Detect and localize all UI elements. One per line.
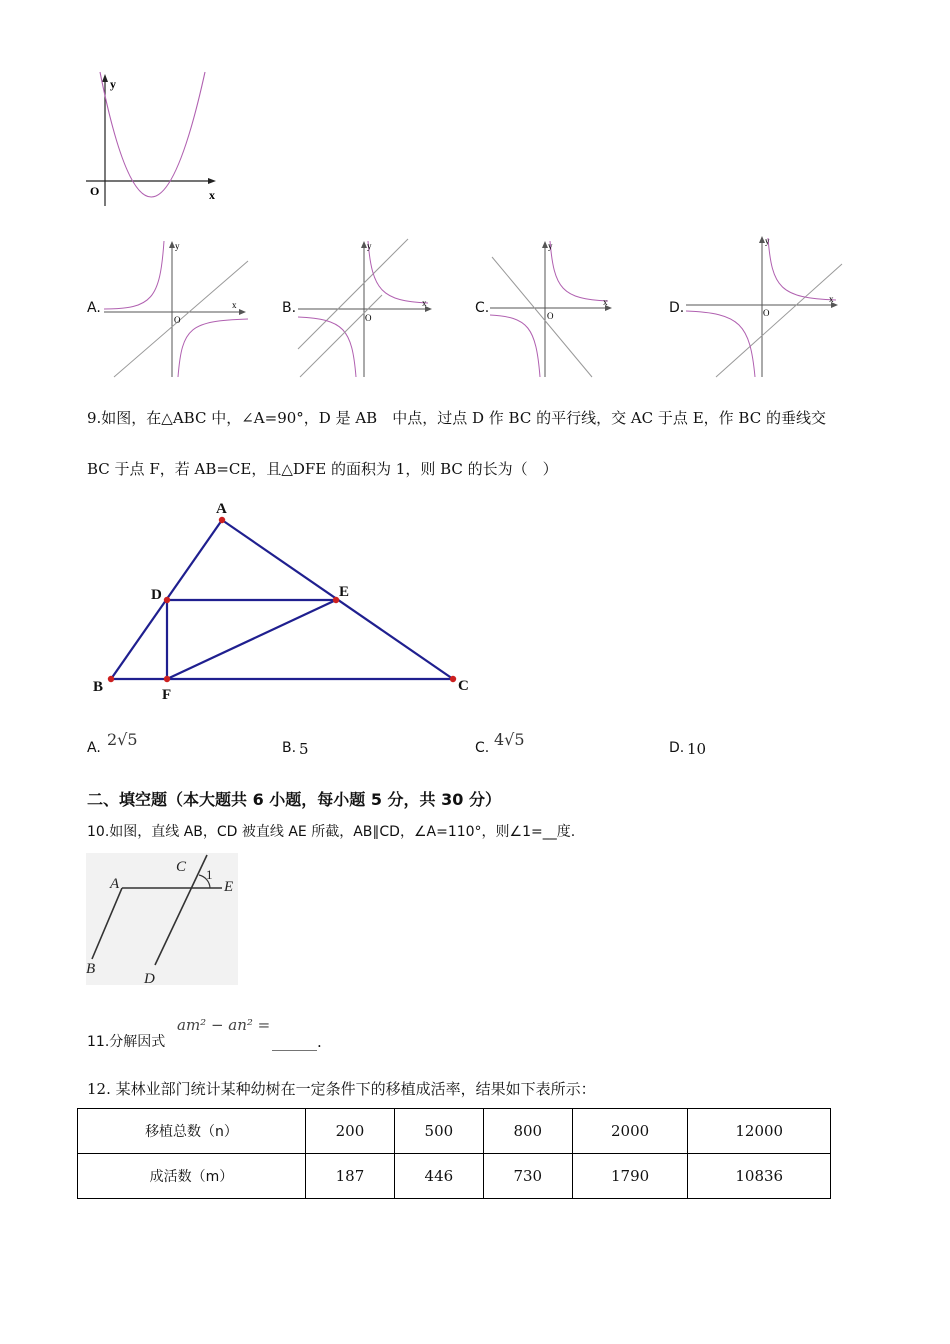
table-cell: 800 — [483, 1109, 572, 1154]
table-row — [78, 1154, 831, 1199]
guide — [312, 239, 386, 377]
q10-text: 10.如图，直线 AB，CD 被直线 AE 所截，AB∥CD，∠A=110°，则∠1=__度. — [87, 824, 576, 840]
q9-option-c-value[interactable]: 4√5 — [494, 730, 525, 749]
label-b: B — [93, 679, 104, 695]
hyperbola-branch-right — [178, 319, 248, 377]
q9-option-a-value[interactable]: 2√5 — [107, 730, 138, 749]
q9-line-2: BC 于点 F，若 AB=CE，且△DFE 的面积为 1，则 BC 的长为（ ） — [87, 460, 558, 478]
hyperbola-branch-left — [686, 311, 755, 377]
parabola-graph — [80, 68, 230, 210]
q8-option-a-graph[interactable] — [102, 237, 250, 379]
y-label: y — [765, 236, 770, 246]
label-c: C — [458, 678, 469, 694]
q11-expression: am² − an² = — [177, 1016, 271, 1034]
x-label: x — [603, 297, 608, 307]
x-axis-arrow — [239, 309, 246, 315]
table-cell: 500 — [394, 1109, 483, 1154]
row-header: 移植总数（n） — [78, 1109, 306, 1154]
label-a: A — [110, 876, 120, 892]
label-a: A — [216, 501, 227, 517]
point-d — [164, 597, 170, 603]
label-e: E — [224, 879, 234, 895]
q9-line-1: 9.如图，在△ABC 中，∠A=90°，D 是 AB 中点，过点 D 作 BC 的平行线，交 AC 于点 E，作 BC 的垂线交 — [87, 409, 826, 427]
row-header: 成活数（m） — [78, 1154, 306, 1199]
table-cell: 2000 — [572, 1109, 688, 1154]
point-f — [164, 676, 170, 682]
q9-option-a-label: A. — [87, 740, 101, 756]
q8-option-b-graph[interactable] — [296, 237, 444, 379]
q9-option-c-label: C. — [475, 740, 490, 756]
q9-option-d-value[interactable]: 10 — [687, 740, 707, 758]
q8-option-d-label: D. — [669, 300, 685, 316]
y-label: y — [548, 241, 553, 251]
q9-option-b-value[interactable]: 5 — [299, 740, 309, 758]
label-f: F — [162, 687, 172, 703]
q12-text: 12. 某林业部门统计某种幼树在一定条件下的移植成活率，结果如下表所示： — [87, 1080, 596, 1098]
x-label: x — [829, 294, 834, 304]
origin-label: O — [763, 308, 770, 318]
label-e: E — [339, 584, 350, 600]
x-axis-label: x — [209, 188, 215, 202]
label-angle-1: 1 — [206, 867, 213, 882]
x-axis-arrow — [208, 178, 216, 184]
q12-table — [77, 1108, 831, 1199]
label-c: C — [176, 859, 187, 875]
q9-option-b-label: B. — [282, 740, 297, 756]
table-cell: 12000 — [688, 1109, 831, 1154]
y-label: y — [367, 241, 372, 251]
hyperbola-branch-right — [368, 241, 428, 303]
hyperbola-branch-left — [104, 241, 164, 309]
q10-figure — [86, 853, 238, 985]
origin-label: O — [90, 184, 100, 198]
q8-option-c-graph[interactable] — [488, 237, 618, 379]
table-row — [78, 1109, 831, 1154]
q8-option-a-label: A. — [87, 300, 101, 316]
y-axis-label: y — [110, 77, 116, 91]
q9-triangle-figure — [88, 496, 488, 706]
point-b — [108, 676, 114, 682]
point-c — [450, 676, 456, 682]
point-a — [219, 517, 225, 523]
x-label: x — [422, 298, 427, 308]
linear-line — [716, 264, 842, 377]
q8-option-c-label: C. — [475, 300, 490, 316]
hyperbola-branch-left — [298, 317, 356, 377]
x-label: x — [232, 300, 237, 310]
label-d: D — [151, 587, 162, 603]
origin-label: O — [547, 311, 554, 321]
q8-option-b-label: B. — [282, 300, 297, 316]
q8-option-d-graph[interactable] — [684, 232, 844, 379]
origin-label: O — [365, 313, 372, 323]
origin-label: O — [174, 315, 181, 325]
y-label: y — [175, 241, 180, 251]
linear-line — [298, 239, 408, 349]
table-cell: 187 — [306, 1154, 395, 1199]
table-cell: 1790 — [572, 1154, 688, 1199]
q11-prefix: 11.分解因式 — [87, 1034, 166, 1050]
linear-line-lower — [300, 295, 382, 377]
linear-line — [114, 261, 248, 377]
section-2-title: 二、填空题（本大题共 6 小题，每小题 5 分，共 30 分） — [87, 790, 501, 809]
q11-blank[interactable]: ______. — [272, 1033, 322, 1051]
hyperbola-branch-left — [490, 315, 540, 377]
hyperbola-branch-right — [768, 238, 836, 300]
label-d: D — [144, 971, 155, 985]
table-cell: 730 — [483, 1154, 572, 1199]
table-cell: 446 — [394, 1154, 483, 1199]
hyperbola-branch-right — [550, 241, 608, 301]
q9-option-d-label: D. — [669, 740, 685, 756]
table-cell: 200 — [306, 1109, 395, 1154]
segment-fe — [167, 600, 336, 679]
y-axis-arrow — [102, 74, 108, 82]
label-b: B — [86, 961, 96, 977]
table-cell: 10836 — [688, 1154, 831, 1199]
